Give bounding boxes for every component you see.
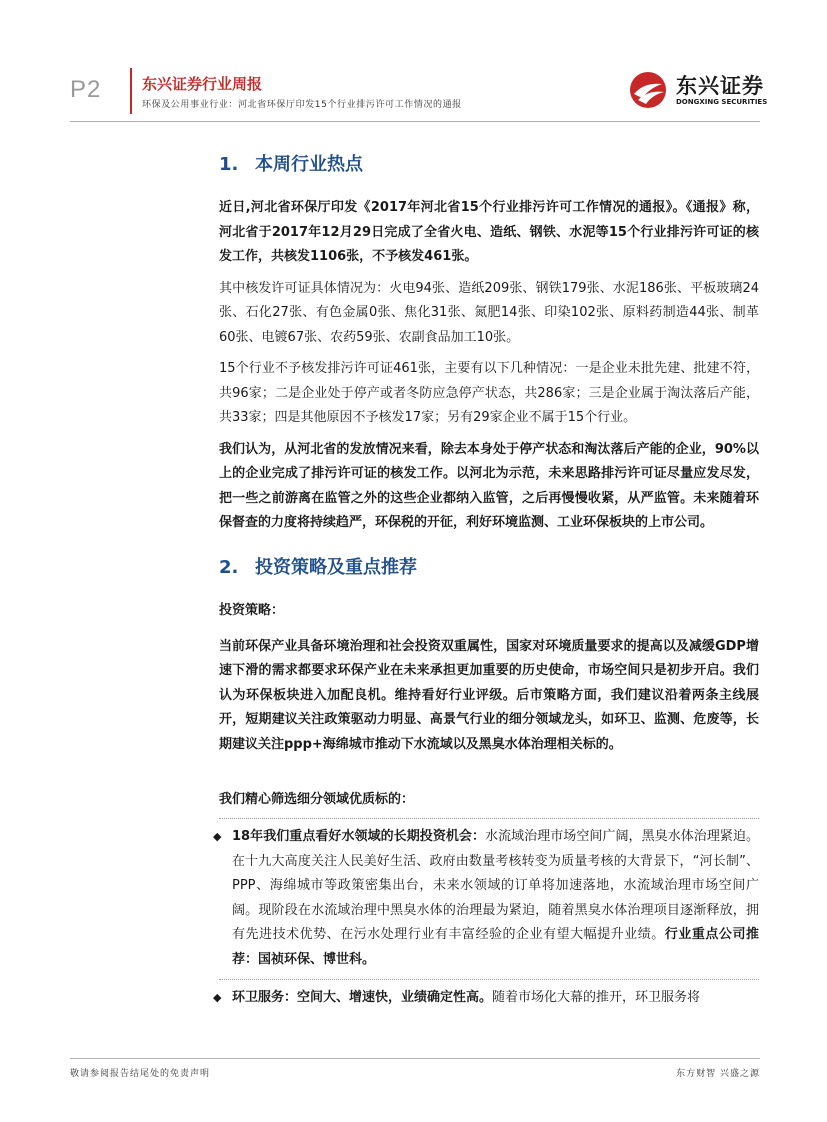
section-number: 2. (219, 556, 239, 578)
logo-text-en: DONGXING SECURITIES (676, 98, 768, 106)
section-heading (219, 555, 759, 581)
report-subtitle: 环保及公用事业行业：河北省环保厅印发15个行业排污许可工作情况的通报 (142, 100, 462, 110)
bullet-recommendation: 行业重点公司推荐：国祯环保、博世科。 (232, 927, 759, 967)
picks-label: 我们精心筛选细分领域优质标的： (219, 792, 415, 807)
paragraph: 当前环保产业具备环境治理和社会投资双重属性，国家对环境质量要求的提高以及减缓GDP增速下滑的需求都要求环保产业在未来承担更加重要的历史使命，市场空间只是初步开启。我们认为环保板块进入加配良机。维持看好行业评级。后市策略方面，我们建议沿着两条主线展开，短期建议关注政策驱动力明显、高景气行业的细分领域龙头，如环卫、监测、危废等，长期建议关注ppp+海绵城市推动下水流域以及黑臭水体治理相关标的。 (219, 638, 759, 752)
logo-mark-icon (628, 70, 672, 110)
dotted-divider (219, 818, 759, 819)
dotted-divider (219, 979, 759, 980)
bullet-lead: 环卫服务：空间大、增速快，业绩确定性高。 (232, 990, 493, 1005)
footer-disclaimer: 敬请参阅报告结尾处的免责声明 (70, 1069, 211, 1079)
section-heading (219, 152, 759, 178)
footer-rule (70, 1058, 760, 1059)
bullet-icon: ◆ (213, 830, 222, 843)
bullet-icon: ◆ (213, 991, 222, 1004)
company-logo (628, 68, 768, 116)
section-title: 投资策略及重点推荐 (255, 556, 417, 578)
paragraph: 其中核发许可证具体情况为：火电94张、造纸209张、钢铁179张、水泥186张、平板玻璃24张、石化27张、有色金属0张、焦化31张、氮肥14张、印染102张、原料药制造44张、制革60张、电镀67张、农药59张、农副食品加工10张。 (219, 280, 759, 345)
paragraph: 我们认为，从河北省的发放情况来看，除去本身处于停产状态和淘汰落后产能的企业，90%以上的企业完成了排污许可证的核发工作。以河北为示范，未来思路排污许可证尽量应发尽发，把一些之前游离在监管之外的这些企业都纳入监管，之后再慢慢收紧，从严监管。未来随着环保督查的力度将持续趋严，环保税的开征，利好环境监测、工业环保板块的上市公司。 (219, 441, 759, 530)
section-title: 本周行业热点 (255, 154, 363, 175)
page-number: P2 (70, 76, 102, 103)
logo-text-cn: 东兴证券 (676, 74, 764, 98)
footer-slogan: 东方财智 兴盛之源 (676, 1069, 760, 1079)
paragraph: 近日,河北省环保厅印发《2017年河北省15个行业排污许可工作情况的通报》。《通报》称，河北省于2017年12月29日完成了全省火电、造纸、钢铁、水泥等15个行业排污许可证的核发工作，共核发1106张，不予核发461张。 (219, 200, 759, 264)
paragraph: 15个行业不予核发排污许可证461张，主要有以下几种情况：一是企业未批先建、批建不符，共96家；二是企业处于停产或者冬防应急停产状态，共286家；三是企业属于淘汰落后产能，共33家；四是其他原因不予核发17家；另有29家企业不属于15个行业。 (219, 361, 759, 425)
bullet-item (213, 825, 759, 972)
bullet-item (213, 986, 759, 1011)
report-body (213, 152, 759, 1018)
header-rule (70, 121, 760, 122)
section-number: 1. (219, 154, 239, 175)
report-title: 东兴证券行业周报 (142, 75, 263, 93)
bullet-lead: 18年我们重点看好水领域的长期投资机会： (232, 829, 486, 844)
strategy-label: 投资策略： (219, 602, 285, 618)
bullet-text: 水流域治理市场空间广阔，黑臭水体治理紧迫。在十九大高度关注人民美好生活、政府由数量考核转变为质量考核的大背景下，“河长制”、PPP、海绵城市等政策密集出台，未来水领域的订单将加速落地，水流域治理市场空间广阔。现阶段在水流域治理中黑臭水体的治理最为紧迫，随着黑臭水体治理项目逐渐释放，拥有先进技术优势、在污水处理行业有丰富经验的企业有望大幅提升业绩。 (232, 829, 759, 942)
bullet-text: 随着市场化大幕的推开，环卫服务将 (492, 990, 701, 1005)
header-divider (130, 68, 132, 114)
